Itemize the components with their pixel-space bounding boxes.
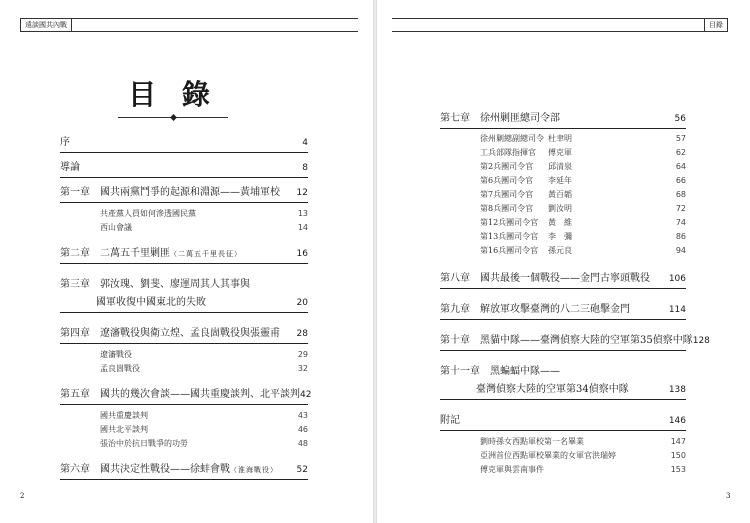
subentry-role: 第13兵團司令官 — [480, 232, 539, 241]
entry-page: 114 — [668, 305, 686, 315]
subentry-name: 劉汝明 — [548, 204, 572, 213]
subentry-page: 153 — [670, 465, 686, 474]
entry-title: 第四章 遼瀋戰役與衛立煌、孟良崮戰役與張靈甫 — [60, 328, 280, 339]
entry-page: 8 — [302, 163, 308, 173]
entry-title: 第十章 黑貓中隊——臺灣偵察大陸的空軍第35偵察中隊 — [440, 335, 693, 346]
subentry-page: 64 — [675, 162, 686, 171]
toc-subentry[interactable] — [60, 423, 308, 437]
subentry-page: 86 — [675, 232, 686, 241]
toc-subentry[interactable] — [60, 348, 308, 362]
subentry-title — [480, 160, 572, 174]
entry-title: 第七章 徐州剿匪總司令部 — [440, 113, 560, 124]
toc-left-page — [60, 134, 312, 480]
toc-subentry[interactable] — [60, 362, 308, 376]
entry-title: 第九章 解放軍攻擊臺灣的八二三砲擊金門 — [440, 304, 630, 315]
subentry-title — [480, 146, 572, 160]
subentry-role: 工兵部隊指揮官 — [480, 148, 536, 157]
entry-title: 第一章 國共兩黨鬥爭的起源和淵源——黃埔軍校 — [60, 187, 280, 198]
entry-page: 106 — [668, 274, 686, 284]
toc-subentry[interactable] — [440, 202, 686, 216]
entry-page: 12 — [296, 188, 308, 198]
entry-title: 第十一章 黑蝙蝠中隊—— — [440, 366, 560, 377]
entry-page: 4 — [302, 138, 308, 148]
subentry-title — [480, 132, 572, 146]
entry-page: 20 — [296, 298, 308, 308]
toc-entry-chapter-10[interactable] — [440, 332, 710, 351]
subentry-title — [480, 244, 572, 258]
subentry-page: 29 — [297, 350, 308, 359]
subentry-title — [480, 202, 572, 216]
toc-entry-chapter-11[interactable] — [440, 363, 686, 400]
subentry-title: 西山會議 — [100, 223, 132, 232]
toc-entry-preface[interactable] — [60, 134, 308, 153]
subentry-page: 13 — [297, 209, 308, 218]
entry-title-continued: 國軍收復中國東北的失敗 — [96, 297, 206, 308]
page-title: 目 錄 — [128, 78, 218, 111]
subentry-name: 傅克軍 — [548, 148, 572, 157]
entry-title: 序 — [60, 137, 70, 148]
chapter-title-note: （二萬五千里長征） — [170, 250, 242, 258]
subentry-page: 62 — [675, 148, 686, 157]
diamond-icon — [170, 114, 177, 121]
subentry-title: 亞洲首位西點軍校畢業的女軍官洪瑞婷 — [480, 451, 616, 460]
subentry-name: 邱清泉 — [548, 162, 572, 171]
page-number-left: 2 — [20, 492, 25, 500]
chapter-title-text: 第二章 二萬五千里剿匪 — [60, 248, 170, 259]
toc-entry-chapter-5[interactable] — [60, 386, 312, 405]
subentry-page: 43 — [297, 411, 308, 420]
entry-title: 附記 — [440, 415, 460, 426]
entry-page: 128 — [692, 336, 710, 346]
toc-entry-chapter-4[interactable] — [60, 325, 308, 344]
subentry-name: 李延年 — [548, 176, 572, 185]
subentry-role: 徐州剿總副總司令 — [480, 134, 544, 143]
toc-entry-chapter-7[interactable] — [440, 110, 686, 129]
subentry-role: 第12兵團司令官 — [480, 218, 539, 227]
subentry-title — [480, 230, 572, 244]
subentry-page: 14 — [297, 223, 308, 232]
subentry-title: 傅克軍與雲南事件 — [480, 465, 544, 474]
section-title-tab: 目錄 — [704, 19, 728, 31]
toc-entry-chapter-3[interactable] — [60, 276, 308, 313]
subentry-title — [480, 174, 572, 188]
entry-page: 56 — [674, 114, 686, 124]
chapter-title-text: 第六章 國共決定性戰役——徐蚌會戰 — [60, 464, 230, 475]
toc-entry-chapter-1[interactable] — [60, 184, 308, 203]
subentry-role: 第7兵團司令官 — [480, 190, 534, 199]
toc-subentry[interactable] — [440, 174, 686, 188]
subentry-title: 孟良崮戰役 — [100, 364, 140, 373]
toc-entry-chapter-8[interactable] — [440, 270, 686, 289]
entry-page: 146 — [668, 416, 686, 426]
running-header-right — [392, 18, 728, 32]
toc-subentry[interactable] — [440, 188, 686, 202]
subentry-role: 第8兵團司令官 — [480, 204, 534, 213]
subentry-role: 第6兵團司令官 — [480, 176, 534, 185]
subentry-role: 第16兵團司令官 — [480, 246, 539, 255]
subentry-name: 黃百韜 — [548, 190, 572, 199]
toc-subentry[interactable] — [440, 230, 686, 244]
running-header-left — [20, 18, 358, 32]
subentry-title — [480, 216, 572, 230]
subentry-page: 72 — [675, 204, 686, 213]
subentry-role: 第2兵團司令官 — [480, 162, 534, 171]
subentry-name: 杜聿明 — [548, 134, 572, 143]
subentry-title: 國共重慶談判 — [100, 411, 148, 420]
entry-title — [60, 461, 278, 479]
subentry-name: 孫元良 — [548, 246, 572, 255]
subentry-name: 黃 維 — [548, 218, 572, 227]
toc-entry-chapter-6[interactable] — [60, 461, 308, 480]
title-ornament — [118, 114, 228, 121]
book-title-tab: 遠談國共內戰 — [20, 19, 72, 31]
entry-page: 16 — [296, 249, 308, 259]
entry-title: 導論 — [60, 162, 80, 173]
toc-subentry[interactable] — [60, 409, 308, 423]
subentry-title: 共產黨人員如何滲透國民黨 — [100, 209, 196, 218]
subentry-title: 國共北平談判 — [100, 425, 148, 434]
subentry-page: 94 — [675, 246, 686, 255]
toc-subentry[interactable] — [440, 216, 686, 230]
spread-gutter — [373, 0, 377, 523]
toc-entry-chapter-2[interactable] — [60, 245, 308, 264]
entry-page: 28 — [296, 329, 308, 339]
entry-title: 第三章 郭汝瑰、劉斐、廖運周其人其事與 — [60, 279, 250, 290]
subentry-page: 48 — [297, 439, 308, 448]
toc-entry-chapter-9[interactable] — [440, 301, 686, 320]
subentry-page: 32 — [297, 364, 308, 373]
toc-subentry[interactable] — [440, 146, 686, 160]
toc-subentry[interactable] — [60, 437, 308, 451]
toc-subentry[interactable] — [60, 221, 308, 235]
subentry-page: 46 — [297, 425, 308, 434]
toc-entry-appendix[interactable] — [440, 412, 686, 431]
toc-subentry[interactable] — [440, 435, 686, 449]
toc-entry-introduction[interactable] — [60, 159, 308, 178]
toc-subentry[interactable] — [440, 244, 686, 258]
toc-right-page — [440, 110, 710, 477]
subentry-page: 68 — [675, 190, 686, 199]
subentry-page: 74 — [675, 218, 686, 227]
entry-title-continued: 臺灣偵察大陸的空軍第34偵察中隊 — [476, 384, 629, 395]
entry-title: 第五章 國共的幾次會談——國共重慶談判、北平談判 — [60, 389, 300, 400]
page-number-right: 3 — [726, 492, 731, 500]
subentry-title: 劉時孫女西點軍校第一名畢業 — [480, 437, 584, 446]
subentry-page: 150 — [670, 451, 686, 460]
entry-title — [60, 245, 242, 263]
contents-heading — [118, 78, 228, 121]
toc-subentry[interactable] — [440, 132, 686, 146]
subentry-title: 張治中於抗日戰爭的功勞 — [100, 439, 188, 448]
entry-title: 第八章 國共最後一個戰役——金門古寧頭戰役 — [440, 273, 650, 284]
chapter-title-note: （淮海戰役） — [230, 466, 278, 474]
subentry-page: 57 — [675, 134, 686, 143]
toc-subentry[interactable] — [440, 449, 686, 463]
toc-subentry[interactable] — [60, 207, 308, 221]
subentry-name: 李 彌 — [548, 232, 572, 241]
subentry-title: 遼瀋戰役 — [100, 350, 132, 359]
entry-page: 52 — [296, 465, 308, 475]
subentry-title — [480, 188, 572, 202]
subentry-page: 66 — [675, 176, 686, 185]
entry-page: 138 — [668, 385, 686, 395]
subentry-page: 147 — [670, 437, 686, 446]
toc-subentry[interactable] — [440, 463, 686, 477]
toc-subentry[interactable] — [440, 160, 686, 174]
entry-page: 42 — [300, 390, 312, 400]
